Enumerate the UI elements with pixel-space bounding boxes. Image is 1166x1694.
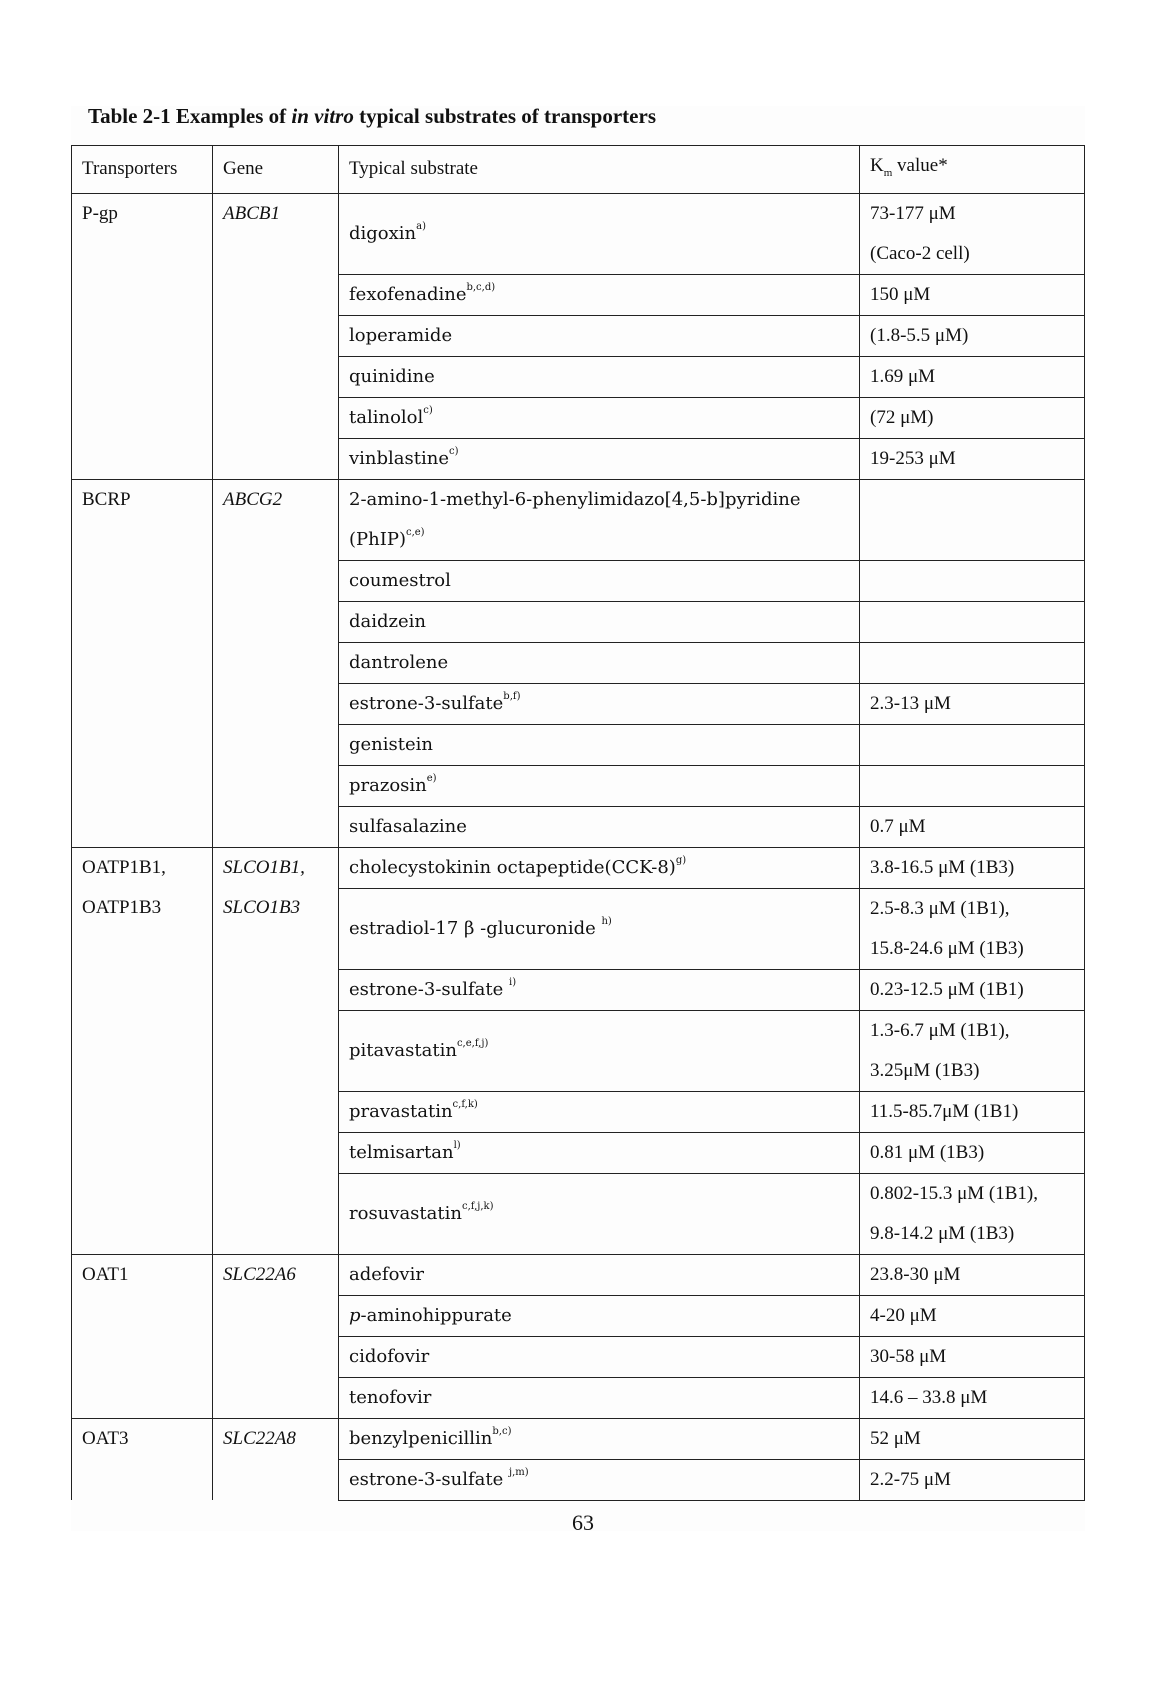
km-cell: 2.2-75 μM [860, 1459, 1085, 1500]
km-cell: 19-253 μM [860, 438, 1085, 479]
table-row [72, 847, 1085, 888]
km-cell: 0.23-12.5 μM (1B1) [860, 969, 1085, 1010]
km-cell: 2.5-8.3 μM (1B1), 15.8-24.6 μM (1B3) [860, 888, 1085, 969]
gene-cell: SLC22A8 [213, 1418, 339, 1500]
km-cell: 4-20 μM [860, 1295, 1085, 1336]
gene-cell: ABCB1 [213, 193, 339, 479]
substrate-cell: estradiol-17 β -glucuronide $^{h)}$ [339, 888, 860, 969]
substrate-cell: dantrolene [339, 642, 860, 683]
substrate-cell: p-aminohippurate [339, 1295, 860, 1336]
km-cell [860, 601, 1085, 642]
substrate-cell: quinidine [339, 356, 860, 397]
km-cell: 1.69 μM [860, 356, 1085, 397]
page-number: 63 [572, 1510, 594, 1535]
substrate-cell: digoxin$^{a)}$ [339, 193, 860, 274]
substrate-cell: 2-amino-1-methyl-6-phenylimidazo[4,5-b]pyridine (PhIP)$^{c,e)}$ [339, 479, 860, 560]
gene-cell: ABCG2 [213, 479, 339, 847]
km-cell: 30-58 μM [860, 1336, 1085, 1377]
substrate-cell: adefovir [339, 1254, 860, 1295]
km-cell: 2.3-13 μM [860, 683, 1085, 724]
header-transporters: Transporters [72, 146, 213, 194]
substrate-cell: prazosin$^{e)}$ [339, 765, 860, 806]
header-km: $K_m$ value* [860, 146, 1085, 194]
substrate-cell: pravastatin$^{c,f,k)}$ [339, 1091, 860, 1132]
header-substrate: Typical substrate [339, 146, 860, 194]
km-cell: 0.81 μM (1B3) [860, 1132, 1085, 1173]
substrate-cell: talinolol$^{c)}$ [339, 397, 860, 438]
transporter-cell: BCRP [72, 479, 213, 847]
km-cell: 52 μM [860, 1418, 1085, 1459]
substrate-cell: coumestrol [339, 560, 860, 601]
table-row [72, 1254, 1085, 1295]
km-cell: 0.7 μM [860, 806, 1085, 847]
km-cell: (1.8-5.5 μM) [860, 315, 1085, 356]
km-cell: 73-177 μM (Caco-2 cell) [860, 193, 1085, 274]
transporter-cell: P-gp [72, 193, 213, 479]
km-cell: 1.3-6.7 μM (1B1), 3.25μM (1B3) [860, 1010, 1085, 1091]
km-cell [860, 765, 1085, 806]
substrate-cell: genistein [339, 724, 860, 765]
table-header-row [72, 146, 1085, 194]
km-cell: (72 μM) [860, 397, 1085, 438]
substrate-cell: benzylpenicillin$^{b,c)}$ [339, 1418, 860, 1459]
substrate-cell: daidzein [339, 601, 860, 642]
transporter-substrate-table [71, 145, 1085, 1501]
substrate-cell: cholecystokinin $octapeptide(CCK-8)^{g)}$ [339, 847, 860, 888]
substrate-cell: cidofovir [339, 1336, 860, 1377]
km-cell: 150 μM [860, 274, 1085, 315]
table-row [72, 1418, 1085, 1459]
table-row [72, 479, 1085, 560]
gene-cell: SLC22A6 [213, 1254, 339, 1418]
substrate-cell: fexofenadine$^{b,c,d)}$ [339, 274, 860, 315]
table-row [72, 193, 1085, 274]
km-cell: 0.802-15.3 μM (1B1), 9.8-14.2 μM (1B3) [860, 1173, 1085, 1254]
substrate-cell: sulfasalazine [339, 806, 860, 847]
substrate-cell: estrone-3-sulfate$^{b,f)}$ [339, 683, 860, 724]
substrate-cell: tenofovir [339, 1377, 860, 1418]
km-cell: 14.6 – 33.8 μM [860, 1377, 1085, 1418]
substrate-cell: estrone-3-sulfate $^{i)}$ [339, 969, 860, 1010]
substrate-cell: pitavastatin$^{c,e,f,j)}$ [339, 1010, 860, 1091]
header-gene: Gene [213, 146, 339, 194]
km-cell: 23.8-30 μM [860, 1254, 1085, 1295]
substrate-cell: loperamide [339, 315, 860, 356]
substrate-cell: vinblastine$^{c)}$ [339, 438, 860, 479]
table-caption: Table 2-1 Examples of in vitro typical substrates of transporters [88, 104, 656, 128]
transporter-cell: OAT3 [72, 1418, 213, 1500]
km-cell: 3.8-16.5 μM (1B3) [860, 847, 1085, 888]
gene-cell: SLCO1B1, SLCO1B3 [213, 847, 339, 1254]
km-cell [860, 642, 1085, 683]
substrate-cell: rosuvastatin$^{c,f,j,k)}$ [339, 1173, 860, 1254]
transporter-cell: OAT1 [72, 1254, 213, 1418]
transporter-cell: OATP1B1, OATP1B3 [72, 847, 213, 1254]
km-cell [860, 560, 1085, 601]
km-cell [860, 479, 1085, 560]
km-cell: 11.5-85.7μM (1B1) [860, 1091, 1085, 1132]
substrate-cell: estrone-3-sulfate $^{j,m)}$ [339, 1459, 860, 1500]
km-cell [860, 724, 1085, 765]
substrate-cell: telmisartan$^{l)}$ [339, 1132, 860, 1173]
